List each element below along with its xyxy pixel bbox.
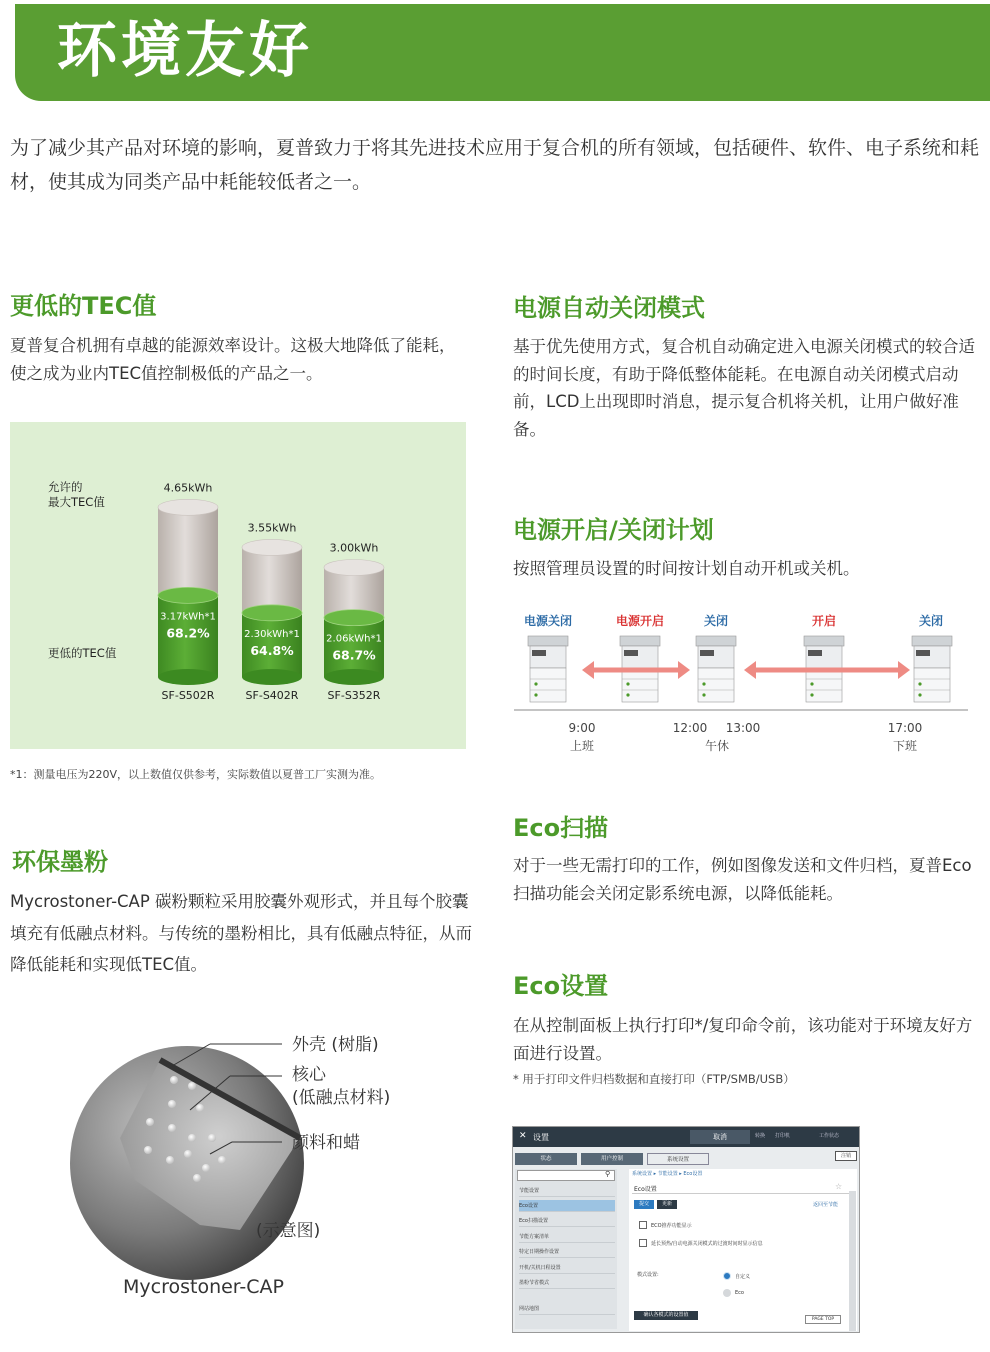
header-banner bbox=[15, 4, 990, 101]
sidebar-item[interactable]: 节能设置 bbox=[519, 1185, 615, 1197]
schedule-svg bbox=[512, 600, 972, 760]
breadcrumb: 系统设置 ▸ 节能设置 ▸ Eco设置 bbox=[632, 1171, 703, 1177]
time-label: 17:00 bbox=[887, 721, 923, 735]
bar-max-top bbox=[158, 499, 218, 515]
label-shell: 外壳 (树脂) bbox=[292, 1035, 379, 1055]
bar-lower-top bbox=[324, 610, 384, 626]
tab-system-settings[interactable]: 系统设置 bbox=[647, 1153, 709, 1165]
schedule-diagram bbox=[512, 600, 972, 760]
logout-button[interactable]: 注销 bbox=[835, 1151, 857, 1161]
printer-icon bbox=[912, 636, 952, 702]
state-off-3: 关闭 bbox=[918, 614, 944, 628]
mode-label: 模式设置: bbox=[637, 1272, 659, 1278]
sidebar-item[interactable]: 节能方案清单 bbox=[519, 1231, 615, 1243]
toner-caption: Mycrostoner-CAP bbox=[123, 1276, 284, 1298]
label-core-material: (低融点材料) bbox=[292, 1088, 391, 1108]
sidebar-item[interactable]: 特定日期操作设置 bbox=[519, 1246, 615, 1258]
state-off-1: 电源关闭 bbox=[523, 614, 573, 628]
time-label: 12:00 bbox=[672, 721, 708, 735]
ratio-label: 64.8% bbox=[250, 642, 294, 658]
toner-title: 环保墨粉 bbox=[12, 848, 108, 876]
power-off-title: 电源自动关闭模式 bbox=[513, 294, 705, 322]
radio-label: Eco bbox=[735, 1290, 744, 1296]
schedule-body: 按照管理员设置的时间按计划自动开机或关机。 bbox=[513, 559, 860, 578]
schedule-title: 电源开启/关闭计划 bbox=[513, 516, 714, 544]
label-schematic: (示意图) bbox=[256, 1221, 321, 1241]
time-label: 9:00 bbox=[568, 721, 596, 735]
bar-lower-top bbox=[158, 587, 218, 603]
bar-bottom bbox=[324, 669, 384, 685]
radio-selected[interactable] bbox=[723, 1272, 731, 1280]
state-on-2: 开启 bbox=[811, 614, 837, 628]
page-title: 环境友好 bbox=[57, 16, 313, 86]
state-on-1: 电源开启 bbox=[615, 614, 665, 628]
sidebar-item-eco[interactable]: Eco设置 bbox=[519, 1200, 615, 1212]
legend-max-line2: 最大TEC值 bbox=[48, 495, 105, 509]
legend-max-line1: 允许的 bbox=[48, 480, 83, 494]
power-off-body: 基于优先使用方式，复合机自动确定进入电源关闭模式的较合适的时间长度，有助于降低整体能耗。在电源自动关闭模式启动前，LCD上出现即时消息，提示复合机将关机，让用户做好准备。 bbox=[513, 337, 975, 439]
period-label: 下班 bbox=[892, 739, 918, 753]
page-top-button[interactable]: PAGE TOP bbox=[805, 1315, 841, 1324]
eco-setting-note: * 用于打印文件归档数据和直接打印（FTP/SMB/USB） bbox=[513, 1072, 795, 1086]
max-value-label: 4.65kWh bbox=[163, 481, 213, 495]
max-value-label: 3.55kWh bbox=[247, 521, 297, 535]
max-value-label: 3.00kWh bbox=[329, 541, 379, 555]
category-label: SF-S502R bbox=[161, 689, 215, 702]
eco-screen-title: 设置 bbox=[533, 1133, 549, 1142]
checkbox[interactable] bbox=[639, 1239, 647, 1247]
sidebar-item[interactable]: 墨粉节省模式 bbox=[519, 1277, 615, 1289]
legend-lower: 更低的TEC值 bbox=[48, 646, 117, 660]
toner-diagram bbox=[60, 1020, 480, 1320]
state-off-2: 关闭 bbox=[703, 614, 729, 628]
radio-label: 自定义 bbox=[735, 1274, 751, 1280]
eco-scan-body: 对于一些无需打印的工作，例如图像发送和文件归档，夏普Eco扫描功能会关闭定影系统电源，以降低能耗。 bbox=[513, 856, 972, 903]
tec-chart bbox=[10, 422, 466, 749]
printer-icon bbox=[696, 636, 736, 702]
lower-value-label: 2.06kWh*1 bbox=[326, 633, 382, 645]
divider bbox=[632, 1193, 850, 1194]
back-link[interactable]: 返回至节能 bbox=[813, 1202, 839, 1208]
cancel-button[interactable]: 取消 bbox=[690, 1130, 750, 1144]
period-label: 午休 bbox=[704, 739, 730, 753]
checkbox[interactable] bbox=[639, 1221, 647, 1229]
confirm-button[interactable]: 确认各模式的设置值 bbox=[634, 1311, 698, 1320]
top-small-convert[interactable]: 转换 bbox=[755, 1133, 766, 1139]
bar-bottom bbox=[242, 669, 302, 685]
sidebar-item-sitemap[interactable]: 网站地图 bbox=[519, 1303, 615, 1315]
tab-user-control[interactable]: 用户控制 bbox=[581, 1153, 643, 1165]
bar-max-top bbox=[324, 560, 384, 576]
lower-value-label: 2.30kWh*1 bbox=[244, 628, 300, 640]
scrollbar[interactable] bbox=[849, 1191, 856, 1331]
radio[interactable] bbox=[723, 1289, 731, 1297]
tec-body: 夏普复合机拥有卓越的能源效率设计。这极大地降低了能耗，使之成为业内TEC值控制极低的产品之一。 bbox=[10, 336, 456, 383]
eco-scan-title: Eco扫描 bbox=[513, 814, 609, 842]
tools-icon: ✕ bbox=[519, 1131, 527, 1141]
ratio-label: 68.7% bbox=[332, 647, 376, 663]
check-label: ECO推荐功能显示 bbox=[651, 1223, 692, 1229]
update-button[interactable]: 更新 bbox=[657, 1200, 677, 1209]
bar-bottom bbox=[158, 669, 218, 685]
period-label: 上班 bbox=[569, 739, 595, 753]
category-label: SF-S352R bbox=[327, 689, 381, 702]
panel-title: Eco设置 bbox=[634, 1186, 657, 1193]
check-label: 延长预热/自动电源关闭模式的过渡时间时显示信息 bbox=[651, 1241, 763, 1247]
toner-body: Mycrostoner-CAP 碳粉颗粒采用胶囊外观形式，并且每个胶囊填充有低融点材料。与传统的墨粉相比，具有低融点特征，从而降低能耗和实现低TEC值。 bbox=[10, 892, 472, 974]
top-small-job-status[interactable]: 工作状态 bbox=[819, 1133, 840, 1139]
submit-button[interactable]: 提交 bbox=[634, 1200, 654, 1209]
search-input[interactable] bbox=[517, 1170, 615, 1181]
label-core: 核心 bbox=[292, 1065, 326, 1085]
tec-chart-svg bbox=[10, 422, 466, 749]
sidebar-item[interactable]: Eco扫描设置 bbox=[519, 1215, 615, 1227]
ratio-label: 68.2% bbox=[166, 625, 210, 641]
eco-settings-screenshot bbox=[512, 1126, 860, 1333]
toner-svg bbox=[60, 1020, 480, 1320]
top-small-printer[interactable]: 打印机 bbox=[775, 1133, 791, 1139]
eco-setting-title: Eco设置 bbox=[513, 972, 609, 1000]
printer-icon bbox=[528, 636, 568, 702]
time-label: 13:00 bbox=[725, 721, 761, 735]
category-label: SF-S402R bbox=[245, 689, 299, 702]
label-pigment: 颜料和蜡 bbox=[292, 1133, 360, 1153]
bar-lower-top bbox=[242, 605, 302, 621]
tec-title: 更低的TEC值 bbox=[10, 292, 157, 320]
lower-value-label: 3.17kWh*1 bbox=[160, 611, 216, 623]
bar-max-top bbox=[242, 539, 302, 555]
tec-footnote: *1：测量电压为220V，以上数值仅供参考，实际数值以夏普工厂实测为准。 bbox=[10, 768, 382, 781]
eco-setting-body: 在从控制面板上执行打印*/复印命令前，该功能对于环境友好方面进行设置。 bbox=[513, 1016, 973, 1063]
tab-status[interactable]: 状态 bbox=[515, 1153, 577, 1165]
eco-topbar bbox=[513, 1127, 859, 1147]
star-icon[interactable]: ☆ bbox=[835, 1182, 843, 1191]
sidebar-item[interactable]: 开机/关机日程设置 bbox=[519, 1262, 615, 1274]
eco-sidebar bbox=[515, 1169, 617, 1329]
toner-sphere bbox=[70, 1046, 304, 1280]
search-icon[interactable]: ⚲ bbox=[605, 1170, 611, 1178]
intro-paragraph: 为了减少其产品对环境的影响，夏普致力于将其先进技术应用于复合机的所有领域，包括硬件、软件、电子系统和耗材，使其成为同类产品中耗能较低者之一。 bbox=[10, 137, 980, 193]
